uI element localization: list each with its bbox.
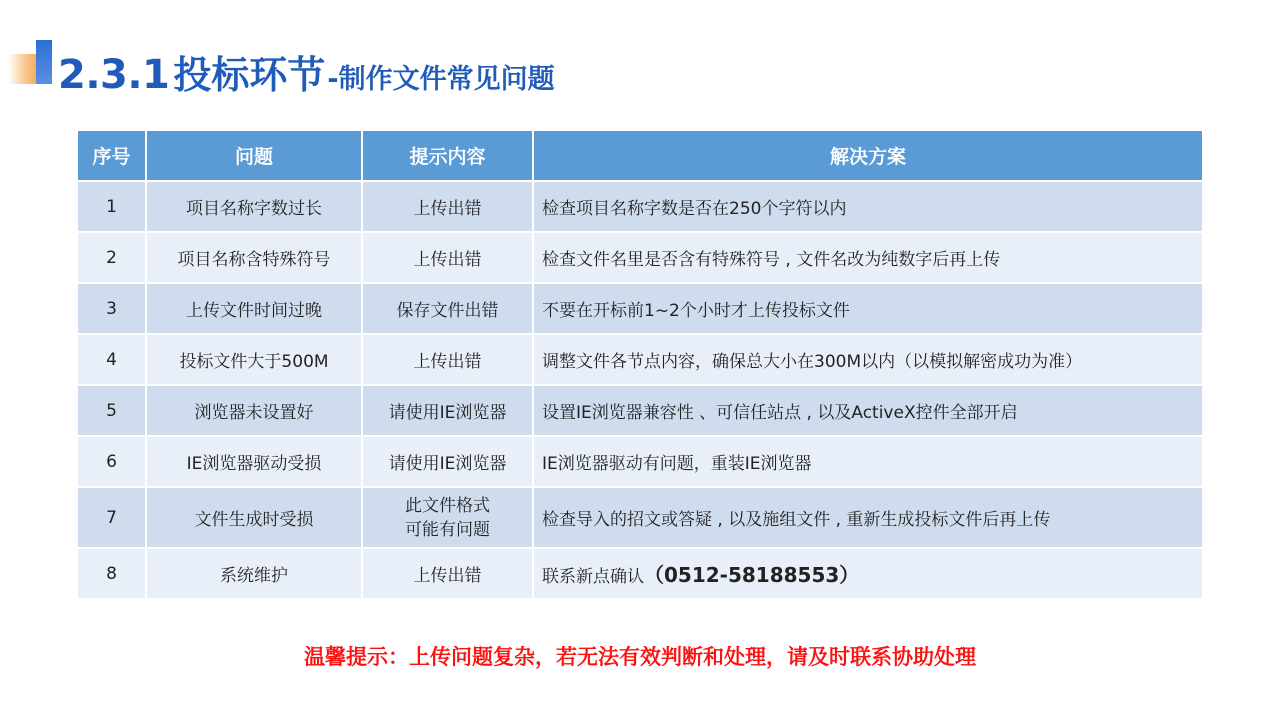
row-hint: 请使用IE浏览器 [363,437,534,488]
table-row [78,233,1202,284]
solution-text: 联系新点确认 [542,567,644,587]
row-hint: 请使用IE浏览器 [363,386,534,437]
row-question: 投标文件大于500M [147,335,363,386]
row-solution: 设置IE浏览器兼容性 、可信任站点 , 以及ActiveX控件全部开启 [534,386,1202,437]
header-index: 序号 [78,131,147,182]
table-row [78,437,1202,488]
table-header-row [78,131,1202,182]
support-phone-number: （0512-58188553） [644,563,860,587]
row-solution [534,549,1202,600]
row-solution: 调整文件各节点内容，确保总大小在300M以内（以模拟解密成功为准） [534,335,1202,386]
row-hint [363,488,534,549]
table-row [78,182,1202,233]
row-question: 系统维护 [147,549,363,600]
table-row [78,549,1202,600]
row-hint: 保存文件出错 [363,284,534,335]
title-accent-orange [8,54,38,84]
warm-tip: 温馨提示：上传问题复杂，若无法有效判断和处理，请及时联系协助处理 [304,645,976,669]
title-sub: -制作文件常见问题 [327,64,555,95]
row-question: 浏览器未设置好 [147,386,363,437]
table-row [78,284,1202,335]
row-solution: 不要在开标前1~2个小时才上传投标文件 [534,284,1202,335]
row-hint: 上传出错 [363,182,534,233]
row-index: 2 [78,233,147,284]
row-solution: 检查项目名称字数是否在250个字符以内 [534,182,1202,233]
title-main: 投标环节 [173,53,326,97]
header-hint: 提示内容 [363,131,534,182]
row-index: 4 [78,335,147,386]
header-solution: 解决方案 [534,131,1202,182]
row-index: 3 [78,284,147,335]
row-question: 项目名称字数过长 [147,182,363,233]
row-hint: 上传出错 [363,335,534,386]
title-number: 2.3.1 [58,52,170,98]
row-hint: 上传出错 [363,549,534,600]
row-solution: 检查导入的招文或答疑 , 以及施组文件 , 重新生成投标文件后再上传 [534,488,1202,549]
faq-table [78,131,1202,600]
row-index: 5 [78,386,147,437]
row-solution: IE浏览器驱动有问题，重装IE浏览器 [534,437,1202,488]
row-hint-line1: 此文件格式 [405,495,490,516]
row-question: IE浏览器驱动受损 [147,437,363,488]
row-index: 1 [78,182,147,233]
row-question: 文件生成时受损 [147,488,363,549]
row-hint-line2: 可能有问题 [405,519,490,540]
title-accent-blue [36,40,52,84]
row-question: 项目名称含特殊符号 [147,233,363,284]
row-index: 7 [78,488,147,549]
row-hint: 上传出错 [363,233,534,284]
table-row [78,335,1202,386]
row-index: 8 [78,549,147,600]
header-question: 问题 [147,131,363,182]
table-row [78,386,1202,437]
row-solution: 检查文件名里是否含有特殊符号 , 文件名改为纯数字后再上传 [534,233,1202,284]
table-row [78,488,1202,549]
page-title [58,44,555,98]
row-index: 6 [78,437,147,488]
row-question: 上传文件时间过晚 [147,284,363,335]
